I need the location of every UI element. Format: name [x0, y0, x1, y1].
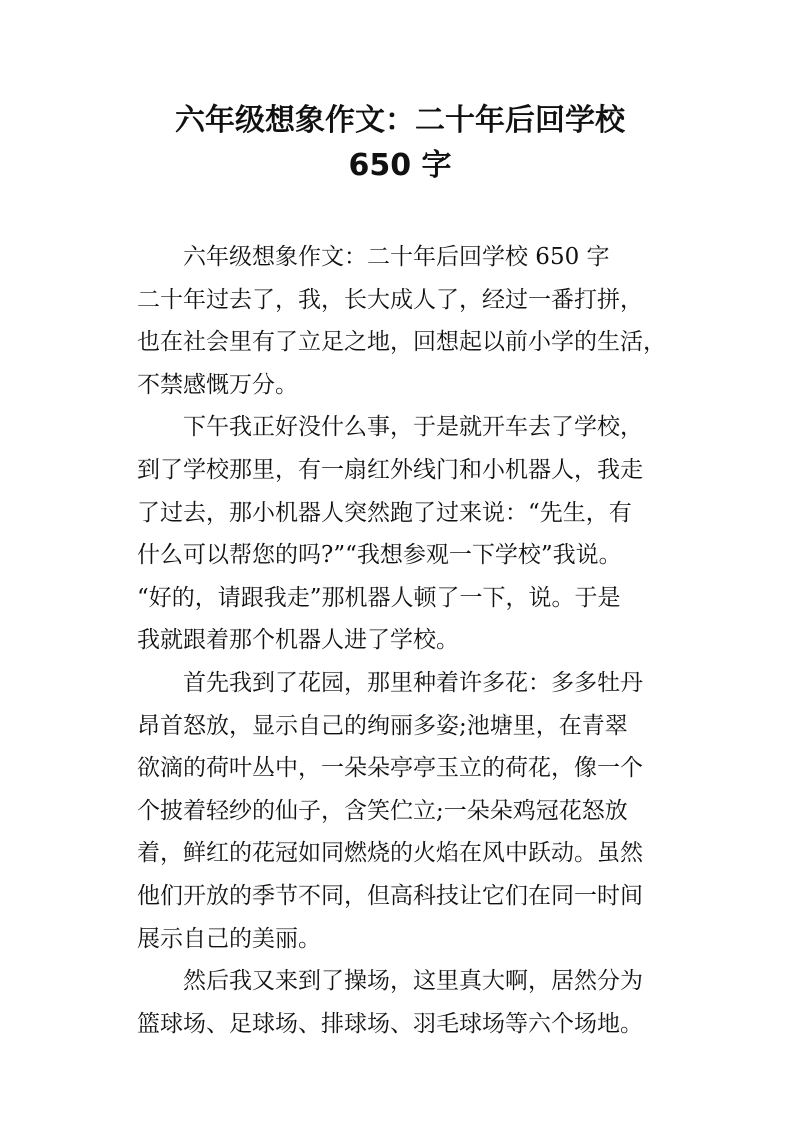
paragraph-line: 我就跟着那个机器人进了学校。	[137, 627, 459, 654]
paragraph-line: 篮球场、足球场、排球场、羽毛球场等六个场地。	[137, 1010, 643, 1037]
paragraph-line: 首先我到了花园，那里种着许多花：多多牡丹	[183, 669, 643, 696]
document-title	[0, 98, 800, 188]
paragraph-line: 不禁感慨万分。	[137, 371, 298, 398]
paragraph-line: 也在社会里有了立足之地，回想起以前小学的生活，	[137, 329, 666, 356]
paragraph-line: 了过去，那小机器人突然跑了过来说：“先生，有	[137, 499, 632, 526]
paragraph-line: 二十年过去了，我，长大成人了，经过一番打拼，	[137, 286, 643, 313]
paragraph-line: 他们开放的季节不同，但高科技让它们在同一时间	[137, 882, 643, 909]
paragraph-2	[137, 279, 677, 407]
paragraph-line: 昂首怒放，显示自己的绚丽多姿;池塘里，在青翠	[137, 712, 628, 739]
paragraph-line: 六年级想象作文：二十年后回学校 650 字	[183, 244, 610, 270]
paragraph-4	[137, 662, 677, 960]
paragraph-5	[137, 960, 677, 1045]
paragraph-line: 到了学校那里，有一扇红外线门和小机器人，我走	[137, 456, 643, 483]
paragraph-line: “好的，请跟我走”那机器人顿了一下，说。于是	[137, 584, 621, 611]
paragraph-line: 展示自己的美丽。	[137, 925, 321, 952]
paragraph-line: 个披着轻纱的仙子，含笑伫立;一朵朵鸡冠花怒放	[137, 797, 628, 824]
paragraph-line: 下午我正好没什么事，于是就开车去了学校，	[183, 414, 643, 441]
document-body	[137, 236, 677, 1045]
paragraph-line: 然后我又来到了操场，这里真大啊，居然分为	[183, 968, 643, 995]
paragraph-line: 什么可以帮您的吗?”“我想参观一下学校”我说。	[137, 542, 622, 569]
paragraph-1	[137, 236, 677, 279]
paragraph-3	[137, 406, 677, 662]
paragraph-line: 着，鲜红的花冠如同燃烧的火焰在风中跃动。虽然	[137, 840, 643, 867]
title-line-1: 六年级想象作文：二十年后回学校	[175, 103, 625, 138]
title-line-2: 650 字	[348, 148, 452, 183]
paragraph-line: 欲滴的荷叶丛中，一朵朵亭亭玉立的荷花，像一个	[137, 755, 643, 782]
